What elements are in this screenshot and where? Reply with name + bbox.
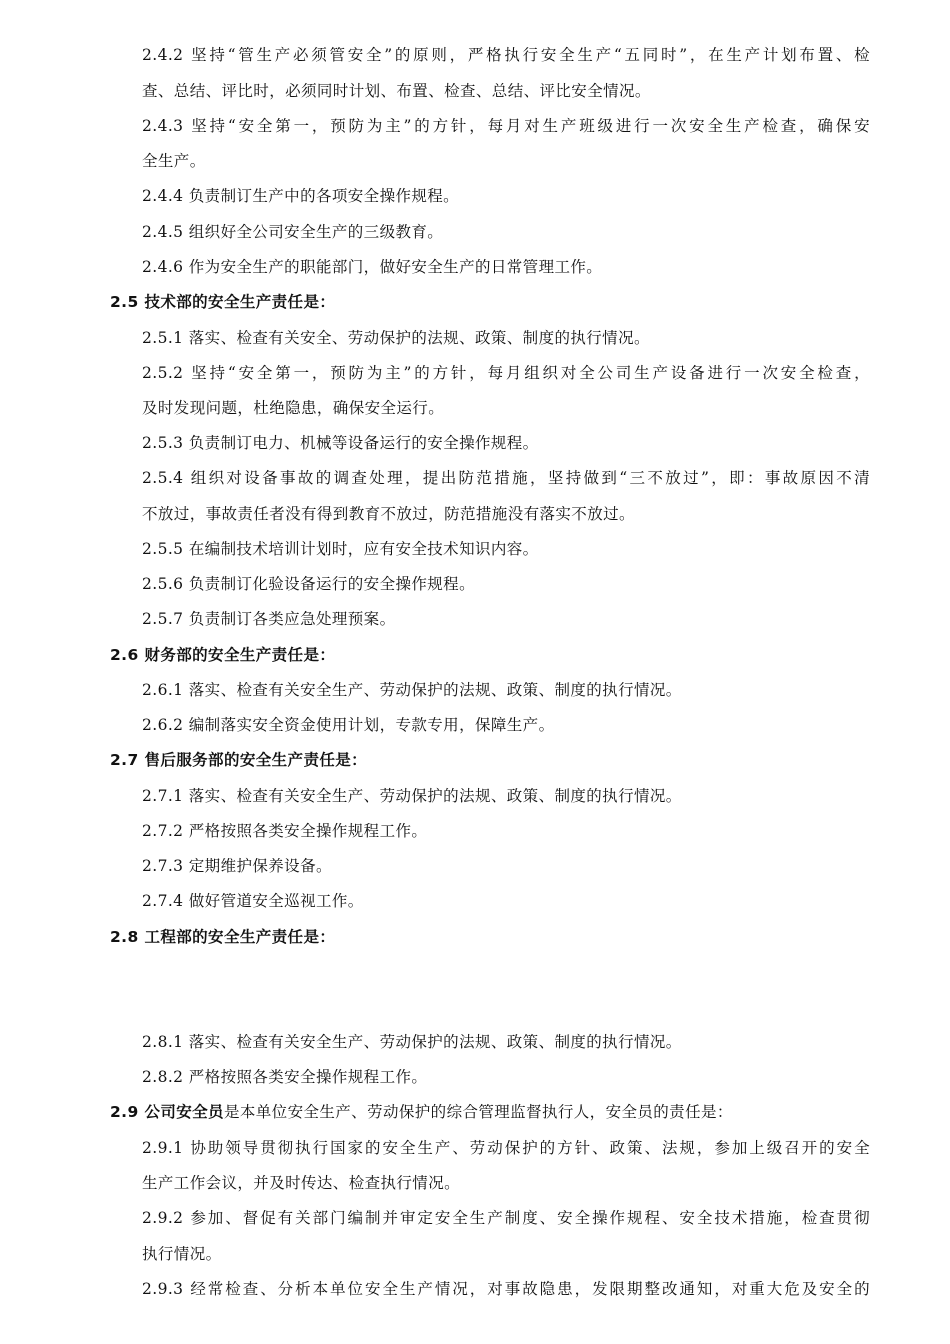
heading-2-9	[110, 1101, 733, 1123]
paragraph-2-5-2-line1: 2.5.2 坚持“安全第一，预防为主”的方针，每月组织对全公司生产设备进行一次安全检查，	[142, 364, 870, 382]
paragraph-2-9-3-line1: 2.9.3 经常检查、分析本单位安全生产情况，对事故隐患，发限期整改通知，对重大危及安全的	[142, 1280, 870, 1298]
heading-2-6: 2.6 财务部的安全生产责任是：	[110, 646, 336, 664]
paragraph-2-7-3: 2.7.3 定期维护保养设备。	[142, 857, 332, 875]
paragraph-2-5-5: 2.5.5 在编制技术培训计划时，应有安全技术知识内容。	[142, 540, 539, 558]
heading-2-9-bold: 2.9 公司安全员	[110, 1103, 224, 1121]
paragraph-2-9-2-line1: 2.9.2 参加、督促有关部门编制并审定安全生产制度、安全操作规程、安全技术措施，检查贯彻	[142, 1209, 870, 1227]
heading-2-5: 2.5 技术部的安全生产责任是：	[110, 293, 336, 311]
paragraph-2-4-2-line2: 查、总结、评比时，必须同时计划、布置、检查、总结、评比安全情况。	[142, 82, 651, 100]
paragraph-2-6-2: 2.6.2 编制落实安全资金使用计划，专款专用，保障生产。	[142, 716, 555, 734]
paragraph-2-9-1-line2: 生产工作会议，并及时传达、检查执行情况。	[142, 1174, 461, 1192]
paragraph-2-5-6: 2.5.6 负责制订化验设备运行的安全操作规程。	[142, 575, 475, 593]
paragraph-2-7-4: 2.7.4 做好管道安全巡视工作。	[142, 892, 364, 910]
paragraph-2-9-2-line2: 执行情况。	[142, 1245, 222, 1263]
paragraph-2-5-4-line1: 2.5.4 组织对设备事故的调查处理，提出防范措施，坚持做到“三不放过”，即：事故原因不清	[142, 469, 870, 487]
paragraph-2-4-4: 2.4.4 负责制订生产中的各项安全操作规程。	[142, 187, 460, 205]
paragraph-2-4-2-line1: 2.4.2 坚持“管生产必须管安全”的原则，严格执行安全生产“五同时”，在生产计划布置、检	[142, 46, 870, 64]
paragraph-2-5-1: 2.5.1 落实、检查有关安全、劳动保护的法规、政策、制度的执行情况。	[142, 329, 650, 347]
paragraph-2-8-1: 2.8.1 落实、检查有关安全生产、劳动保护的法规、政策、制度的执行情况。	[142, 1033, 682, 1051]
paragraph-2-4-3-line1: 2.4.3 坚持“安全第一，预防为主”的方针，每月对生产班级进行一次安全生产检查，确保安	[142, 117, 870, 135]
paragraph-2-4-6: 2.4.6 作为安全生产的职能部门，做好安全生产的日常管理工作。	[142, 258, 603, 276]
paragraph-2-7-1: 2.7.1 落实、检查有关安全生产、劳动保护的法规、政策、制度的执行情况。	[142, 787, 682, 805]
paragraph-2-9-1-line1: 2.9.1 协助领导贯彻执行国家的安全生产、劳动保护的方针、政策、法规，参加上级召开的安全	[142, 1139, 870, 1157]
paragraph-2-6-1: 2.6.1 落实、检查有关安全生产、劳动保护的法规、政策、制度的执行情况。	[142, 681, 682, 699]
paragraph-2-7-2: 2.7.2 严格按照各类安全操作规程工作。	[142, 822, 428, 840]
paragraph-2-5-3: 2.5.3 负责制订电力、机械等设备运行的安全操作规程。	[142, 434, 539, 452]
heading-2-7: 2.7 售后服务部的安全生产责任是：	[110, 751, 368, 769]
paragraph-2-4-3-line2: 全生产。	[142, 152, 206, 170]
paragraph-2-5-7: 2.5.7 负责制订各类应急处理预案。	[142, 610, 396, 628]
heading-2-9-rest: 是本单位安全生产、劳动保护的综合管理监督执行人，安全员的责任是：	[223, 1103, 733, 1121]
paragraph-2-5-4-line2: 不放过，事故责任者没有得到教育不放过，防范措施没有落实不放过。	[142, 505, 635, 523]
heading-2-8: 2.8 工程部的安全生产责任是：	[110, 928, 336, 946]
paragraph-2-8-2: 2.8.2 严格按照各类安全操作规程工作。	[142, 1068, 428, 1086]
paragraph-2-4-5: 2.4.5 组织好全公司安全生产的三级教育。	[142, 223, 444, 241]
paragraph-2-5-2-line2: 及时发现问题，杜绝隐患，确保安全运行。	[142, 399, 445, 417]
